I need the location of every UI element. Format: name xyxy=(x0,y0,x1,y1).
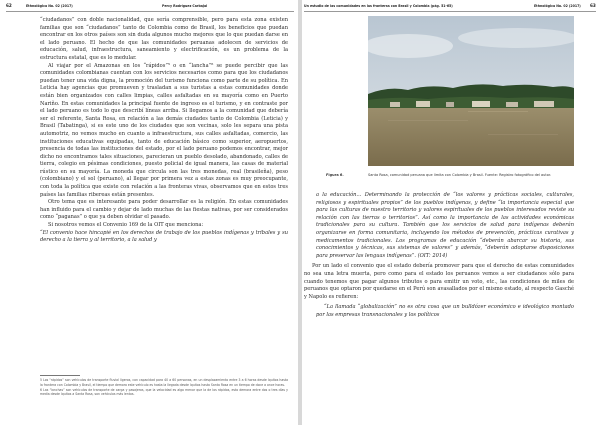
page-number: 63 xyxy=(590,3,596,8)
paragraph: Otro tema que es interesante para poder desarrollar es la religión. En estas comunidades han influido para el cambio y dejar de lado muchas de las fiestas nativas, por ser considerados como “paganas” o que ya deben olvidar el pasado. xyxy=(40,199,288,221)
header-divider xyxy=(6,11,294,12)
footnote: 5 Los “rápidos” son vehículos de transporte fluvial ligeros, con capacidad para 40 a 60 personas, en un desplazamiento entre 3 a 6 horas desde Iquitos hasta la frontera con Colombia y Brasil, el tiempo que demora este vehículo es hasta la llegada desde Iquitos hasta Santa Rosa en un tiempo de doce a once horas. xyxy=(40,378,288,387)
right-body-text xyxy=(304,192,574,320)
paragraph: Por un lado el convenio que el estado debería promover para que el derecho de estas comunidades no sea una letra muerta, pero como para el estado los peruanos vemos a ser ciudadanos sólo para cuando tenemos que pagar algunos tributos o para emitir un voto, etc., las condiciones de miles de peruanos que optaron por quedarse en el Perú son avasallados por el mismo estado, al respecto Gasché y Napolo es refieren: xyxy=(304,263,574,300)
river-landscape-image xyxy=(368,16,574,166)
block-quote: “El convenio hace hincapié en los derechos de trabajo de los pueblos indígenas y tribales y su derecho a la tierra y al territorio, a la salud y xyxy=(40,229,288,244)
author-name: Percy Rodríguez Carbajal xyxy=(162,4,208,8)
journal-name: Ethnológica No. 02 (2017) xyxy=(26,4,73,8)
header-divider xyxy=(304,11,596,12)
journal-name: Ethnológica No. 02 (2017) xyxy=(534,4,581,8)
footnote-divider xyxy=(40,375,80,376)
paragraph: Al viajar por el Amazonas en los “rápidos”⁵ o en “lancha”⁶ se puede percibir que las comunidades colombianas cuentan con los servicios necesarios como para que los ciudadanos puedan tener una vida digna, la promoción del turismo funciona como parte de su política. En Leticia hay agencias que promueven y trasladan a sus turistas a estas comunidades donde están bien organizados con calles limpias, calles asfaltadas en su mayoría como en Puerto Nariño. En estas comunidades la principal fuente de ingreso es el turismo, y en contraste por el lado peruano es todo lo que describí líneas arriba. Si llegamos a la comunidad que debería ser el referente, Santa Rosa, en relación a las demás ciudades tanto de Colombia (Leticia) y Brasil (Tabatinga), si es este uno de los ciudades que son vecinas, solo les separa una pista automotriz, no vemos mucho en cuanto a infraestructura, sus calles asfaltadas, comercio, las instituciones educativas equipadas, tanto de educación básico como superior, aeropuertos, presencia de todas las instituciones del estado, por el lado peruano podemos encontrar, mejor dicho no encontramos tales situaciones, parecieran un pueblo desolado, abandonado, calles de tierra, colegio en pésimas condiciones, puesto policial de igual manera, las casas de material rústico en su mayoría. La moneda que circula son las tres monedas, real (brasileña), peso (colombiano) y el sol (peruano), al llegar por primera vez a estas zonas es muy preocupante, con toda la política que existe con relación a las fronteras vivas, observamos que en estos tres países las familias ribereas están presentes. xyxy=(40,62,288,198)
block-quote: “La llamada “globalización” no es otra cosa que un bulldózer económico e ideológico montado por las empresas transnacionales y los políticos xyxy=(316,304,574,318)
figure-caption-text: Santa Rosa, comunidad peruana que limita con Colombia y Brasil. Fuente: Registro fotográfico del autor. xyxy=(368,173,552,177)
figure-label: Figura 6. xyxy=(326,173,344,177)
santa-rosa-photo xyxy=(368,16,574,166)
paragraph: Si nosotros vemos el Convenio 169 de la OIT que menciona: xyxy=(48,222,204,229)
block-quote: a la educación… Determinando la protección de “los valores y prácticas sociales, culturales, religiosos y espirituales propios” de los pueblos indígenas, y define “la importancia especial que para las culturas de nuestro territorio y valores espirituales de los pueblos interesados reviste su relación con las tierras o territorios”. Así como la importancia de las actividades económicas tradicionales para su cultura. También que los servicios de salud para indígenas deberán organizarse en forma comunitaria, incluyendo los métodos de prevención, prácticas curativas y medicamentos tradicionales. Los programas de educación “deberán abarcar su historia, sus conocimientos y técnicas, sus sistemas de valores” y además, “deberán adoptarse disposiciones para preservar las lenguas indígenas”. (OIT: 2014) xyxy=(316,192,574,259)
left-page xyxy=(0,0,298,425)
running-title: Un estudio de las comunidades en las fronteras con Brasil y Colombia (pág. 51-65) xyxy=(304,4,453,8)
right-page xyxy=(302,0,600,425)
paragraph: “ciudadanos” con doble nacionalidad, que sería comprensible, pero para esta zona existen familias que son “ciudadanos” tanto de Colombia como de Brasil, los beneficios que puedan encontrar en los otros países son sin duda algunos mucho mejores que lo que puedan darse en el lado peruano. El hecho de que las comunidades peruanas adolecen de servicios de educación, salud, infraestructura, saneamiento y electrificación, es un problema de la estructura estatal, que es lo medular. xyxy=(40,17,288,61)
page-number: 62 xyxy=(6,3,12,8)
footnotes xyxy=(40,378,288,397)
footnote: 6 Las “lanchas” son vehículos de transporte de carga y pasajeros, que la velocidad es algo menor que la de los rápidos, esto demora entre dos o tres días y media desde Iquitos a Santa Rosa, son vehículos más lentos. xyxy=(40,387,288,396)
left-body-text xyxy=(40,17,288,245)
